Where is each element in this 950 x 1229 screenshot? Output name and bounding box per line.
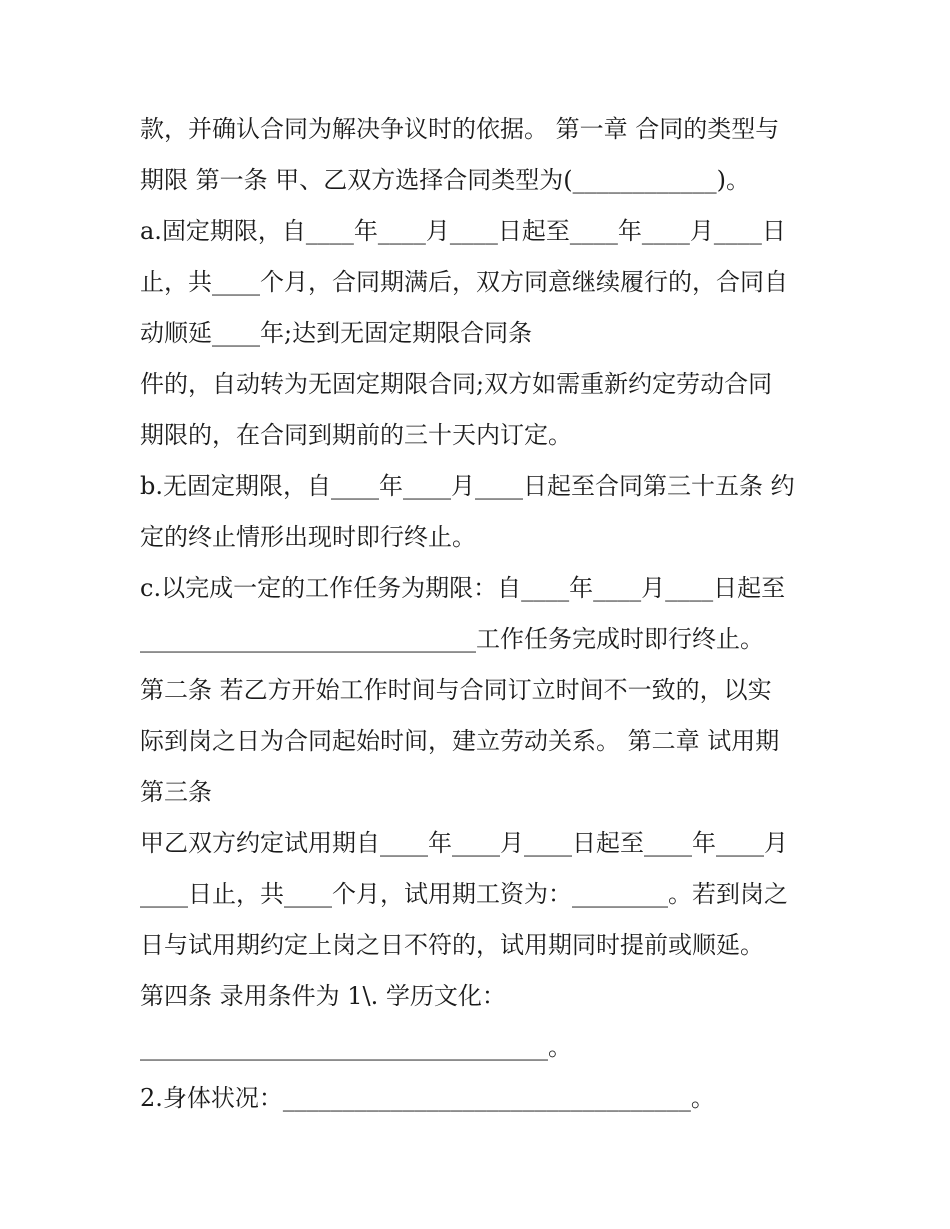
text-line-16: ____日止，共____个月，试用期工资为：________。若到岗之 <box>140 880 788 908</box>
text-line-3: a.固定期限，自____年____月____日起至____年____月____日 <box>140 217 786 245</box>
text-line-17: 日与试用期约定上岗之日不符的，试用期同时提前或顺延。 <box>140 931 764 959</box>
text-line-12: 第二条 若乙方开始工作时间与合同订立时间不一致的，以实 <box>140 676 772 704</box>
text-line-1: 款，并确认合同为解决争议时的依据。 第一章 合同的类型与 <box>140 115 780 143</box>
text-line-20: 2.身体状况：__________________________________。 <box>140 1084 715 1112</box>
text-line-13: 际到岗之日为合同起始时间，建立劳动关系。 第二章 试用期 <box>140 727 780 755</box>
text-line-10: c.以完成一定的工作任务为期限：自____年____月____日起至 <box>140 574 786 602</box>
text-line-14: 第三条 <box>140 778 212 806</box>
text-line-18: 第四条 录用条件为 1\. 学历文化： <box>140 982 506 1010</box>
text-line-8: b.无固定期限，自____年____月____日起至合同第三十五条 约 <box>140 472 795 500</box>
text-line-11: ____________________________工作任务完成时即行终止。 <box>140 625 764 653</box>
text-line-15: 甲乙双方约定试用期自____年____月____日起至____年____月 <box>140 829 788 857</box>
document-body <box>140 104 820 1124</box>
text-line-6: 件的，自动转为无固定期限合同;双方如需重新约定劳动合同 <box>140 370 773 398</box>
text-line-2: 期限 第一条 甲、乙双方选择合同类型为(____________)。 <box>140 166 750 194</box>
text-line-19: __________________________________。 <box>140 1033 572 1061</box>
text-line-9: 定的终止情形出现时即行终止。 <box>140 523 476 551</box>
text-line-4: 止，共____个月，合同期满后，双方同意继续履行的，合同自 <box>140 268 788 296</box>
text-line-5: 动顺延____年;达到无固定期限合同条 <box>140 319 533 347</box>
text-line-7: 期限的，在合同到期前的三十天内订定。 <box>140 421 572 449</box>
